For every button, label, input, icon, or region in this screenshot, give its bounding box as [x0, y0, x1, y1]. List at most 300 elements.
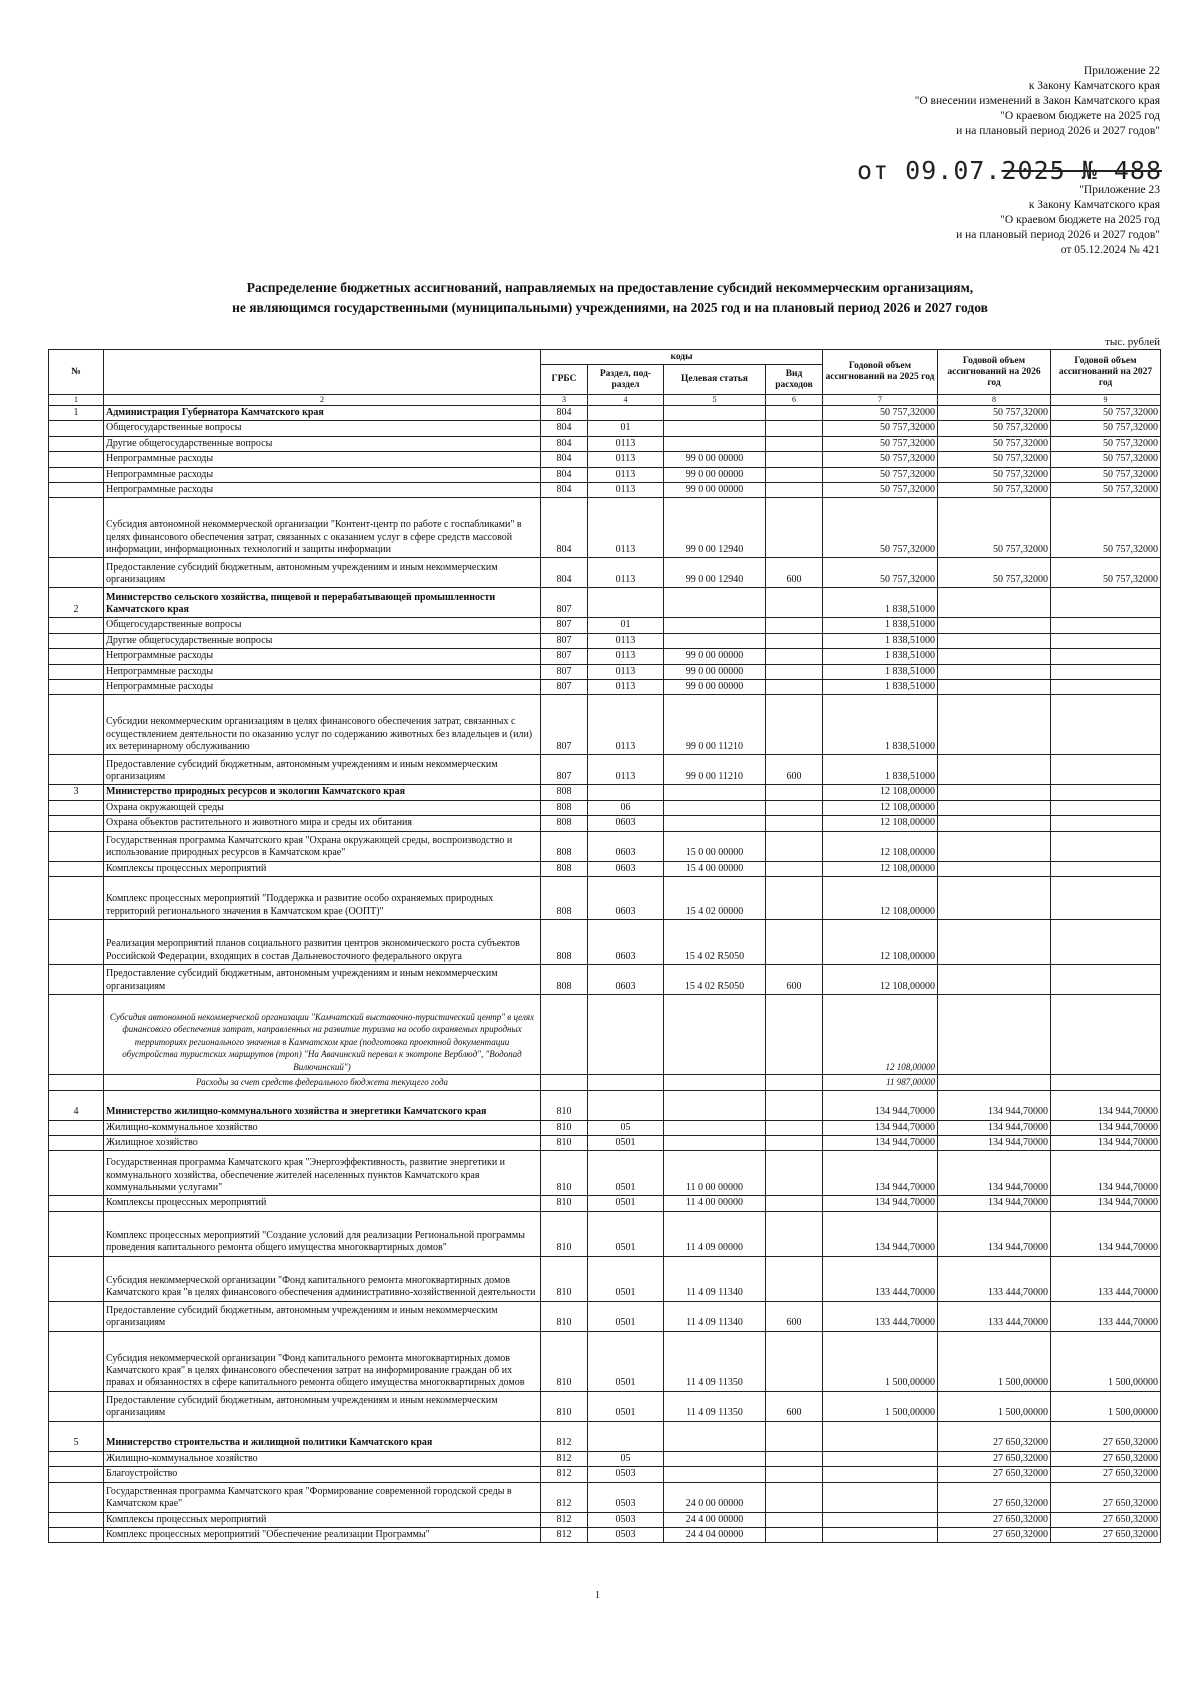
row-amount-2025: 134 944,70000 — [823, 1211, 938, 1256]
row-grbs: 812 — [541, 1421, 588, 1451]
row-expense-type — [766, 680, 823, 695]
appendix-22-line: "О краевом бюджете на 2025 год — [1000, 110, 1160, 122]
row-grbs: 808 — [541, 965, 588, 995]
table-row — [49, 1256, 1161, 1301]
row-amount-2025: 1 500,00000 — [823, 1331, 938, 1391]
row-amount-2027 — [1051, 831, 1161, 861]
row-number — [49, 1151, 104, 1196]
row-expense-type: 600 — [766, 1301, 823, 1331]
col-header-grbs: ГРБС — [541, 365, 588, 395]
row-expense-type — [766, 421, 823, 436]
row-target-article — [664, 588, 766, 618]
row-razdel: 0503 — [588, 1527, 664, 1542]
table-row — [49, 649, 1161, 664]
title-line-2: не являющимся государственными (муниципальными) учреждениями, на 2025 год и на плановый период 2026 и 2027 годов — [232, 300, 988, 315]
col-header-2026: Годовой объем ассигнований на 2026 год — [938, 350, 1051, 395]
appendix-22-line: "О внесении изменений в Закон Камчатского края — [914, 95, 1160, 107]
row-target-article — [664, 1090, 766, 1120]
row-amount-2025: 134 944,70000 — [823, 1135, 938, 1150]
row-name: Другие общегосударственные вопросы — [104, 436, 541, 451]
row-number — [49, 800, 104, 815]
row-amount-2025: 133 444,70000 — [823, 1301, 938, 1331]
row-amount-2025: 1 838,51000 — [823, 680, 938, 695]
row-razdel: 0603 — [588, 816, 664, 831]
row-grbs: 812 — [541, 1527, 588, 1542]
row-target-article: 11 4 09 00000 — [664, 1211, 766, 1256]
row-target-article: 99 0 00 12940 — [664, 558, 766, 588]
table-row — [49, 406, 1161, 421]
row-amount-2025: 134 944,70000 — [823, 1120, 938, 1135]
row-grbs: 810 — [541, 1151, 588, 1196]
row-amount-2025: 50 757,32000 — [823, 452, 938, 467]
row-target-article: 24 4 00 00000 — [664, 1512, 766, 1527]
row-grbs: 808 — [541, 831, 588, 861]
row-target-article: 99 0 00 00000 — [664, 483, 766, 498]
row-grbs: 804 — [541, 436, 588, 451]
table-row — [49, 1196, 1161, 1211]
row-expense-type — [766, 483, 823, 498]
appendix-22-line: и на плановый период 2026 и 2027 годов" — [956, 125, 1160, 137]
row-amount-2027 — [1051, 680, 1161, 695]
row-expense-type — [766, 1421, 823, 1451]
row-expense-type — [766, 1196, 823, 1211]
appendix-23-line: "Приложение 23 — [1079, 184, 1160, 196]
row-name: Субсидия некоммерческой организации "Фонд капитального ремонта многоквартирных домов Камчатского края "в целях финансового обеспечения административно-хозяйственной деятельности — [104, 1256, 541, 1301]
row-target-article: 24 4 04 00000 — [664, 1527, 766, 1542]
table-row — [49, 1482, 1161, 1512]
row-amount-2026 — [938, 877, 1051, 920]
row-target-article: 24 0 00 00000 — [664, 1482, 766, 1512]
row-amount-2027: 1 500,00000 — [1051, 1391, 1161, 1421]
row-amount-2027 — [1051, 695, 1161, 755]
col-number: 3 — [541, 395, 588, 406]
table-row — [49, 755, 1161, 785]
row-name: Общегосударственные вопросы — [104, 421, 541, 436]
row-name: Предоставление субсидий бюджетным, автономным учреждениям и иным некоммерческим организациям — [104, 1301, 541, 1331]
row-grbs: 807 — [541, 680, 588, 695]
row-expense-type — [766, 1451, 823, 1466]
row-grbs: 810 — [541, 1331, 588, 1391]
row-amount-2027 — [1051, 618, 1161, 633]
row-number — [49, 1331, 104, 1391]
row-amount-2026: 50 757,32000 — [938, 498, 1051, 558]
appendix-22-line: Приложение 22 — [1083, 65, 1160, 77]
row-razdel: 0113 — [588, 695, 664, 755]
row-expense-type — [766, 800, 823, 815]
row-razdel: 06 — [588, 800, 664, 815]
row-grbs: 807 — [541, 633, 588, 648]
row-number — [49, 436, 104, 451]
row-number — [49, 920, 104, 965]
col-number: 8 — [938, 395, 1051, 406]
row-amount-2026 — [938, 633, 1051, 648]
row-expense-type — [766, 861, 823, 876]
row-target-article: 15 0 00 00000 — [664, 831, 766, 861]
row-razdel: 0501 — [588, 1135, 664, 1150]
row-amount-2026: 50 757,32000 — [938, 452, 1051, 467]
row-razdel: 0603 — [588, 965, 664, 995]
row-number — [49, 695, 104, 755]
row-amount-2025: 11 987,00000 — [823, 1075, 938, 1090]
appendix-23-line: "О краевом бюджете на 2025 год — [1000, 214, 1160, 226]
row-name: Министерство сельского хозяйства, пищевой и перерабатывающей промышленности Камчатского края — [104, 588, 541, 618]
row-razdel: 0501 — [588, 1151, 664, 1196]
row-number — [49, 1075, 104, 1090]
row-amount-2025: 50 757,32000 — [823, 483, 938, 498]
row-grbs: 810 — [541, 1196, 588, 1211]
row-expense-type — [766, 785, 823, 800]
row-amount-2026: 134 944,70000 — [938, 1120, 1051, 1135]
row-expense-type — [766, 664, 823, 679]
row-amount-2027: 1 500,00000 — [1051, 1331, 1161, 1391]
row-target-article — [664, 1467, 766, 1482]
row-razdel — [588, 406, 664, 421]
table-row — [49, 1120, 1161, 1135]
row-razdel — [588, 995, 664, 1075]
row-target-article: 11 4 09 11350 — [664, 1391, 766, 1421]
row-target-article: 11 4 00 00000 — [664, 1196, 766, 1211]
col-header-target: Целевая статья — [664, 365, 766, 395]
col-header-name — [104, 350, 541, 395]
row-amount-2025: 50 757,32000 — [823, 421, 938, 436]
row-amount-2027 — [1051, 664, 1161, 679]
row-razdel: 0113 — [588, 558, 664, 588]
table-row — [49, 1451, 1161, 1466]
col-number: 5 — [664, 395, 766, 406]
row-number — [49, 1301, 104, 1331]
row-amount-2027: 134 944,70000 — [1051, 1135, 1161, 1150]
row-amount-2027 — [1051, 588, 1161, 618]
row-amount-2026: 134 944,70000 — [938, 1090, 1051, 1120]
row-name: Предоставление субсидий бюджетным, автономным учреждениям и иным некоммерческим организациям — [104, 1391, 541, 1421]
row-amount-2026: 50 757,32000 — [938, 483, 1051, 498]
row-amount-2026: 133 444,70000 — [938, 1256, 1051, 1301]
table-row — [49, 1527, 1161, 1542]
row-amount-2025 — [823, 1512, 938, 1527]
row-target-article — [664, 995, 766, 1075]
row-name: Министерство строительства и жилищной политики Камчатского края — [104, 1421, 541, 1451]
row-amount-2025 — [823, 1527, 938, 1542]
row-grbs: 810 — [541, 1120, 588, 1135]
document-title — [110, 278, 1110, 318]
table-row — [49, 965, 1161, 995]
row-target-article: 99 0 00 11210 — [664, 755, 766, 785]
row-razdel: 0501 — [588, 1391, 664, 1421]
row-number — [49, 1482, 104, 1512]
row-grbs: 810 — [541, 1211, 588, 1256]
row-grbs: 807 — [541, 695, 588, 755]
row-razdel: 0501 — [588, 1196, 664, 1211]
row-amount-2027: 50 757,32000 — [1051, 467, 1161, 482]
row-amount-2027: 134 944,70000 — [1051, 1211, 1161, 1256]
row-number — [49, 755, 104, 785]
row-number — [49, 1196, 104, 1211]
table-row — [49, 816, 1161, 831]
row-amount-2027 — [1051, 755, 1161, 785]
row-name: Комплексы процессных мероприятий — [104, 1512, 541, 1527]
row-amount-2025: 12 108,00000 — [823, 920, 938, 965]
table-row — [49, 861, 1161, 876]
row-number — [49, 421, 104, 436]
row-grbs — [541, 1075, 588, 1090]
row-expense-type — [766, 1256, 823, 1301]
table-row — [49, 618, 1161, 633]
row-amount-2025: 12 108,00000 — [823, 877, 938, 920]
row-grbs: 808 — [541, 920, 588, 965]
row-grbs: 804 — [541, 406, 588, 421]
row-target-article — [664, 1451, 766, 1466]
row-razdel: 0113 — [588, 633, 664, 648]
row-amount-2025: 134 944,70000 — [823, 1196, 938, 1211]
table-row — [49, 633, 1161, 648]
row-number — [49, 1120, 104, 1135]
row-target-article: 11 4 09 11340 — [664, 1256, 766, 1301]
row-name: Охрана объектов растительного и животного мира и среды их обитания — [104, 816, 541, 831]
row-number — [49, 965, 104, 995]
row-grbs: 807 — [541, 649, 588, 664]
row-amount-2027: 134 944,70000 — [1051, 1196, 1161, 1211]
row-amount-2027: 134 944,70000 — [1051, 1090, 1161, 1120]
row-expense-type — [766, 467, 823, 482]
row-razdel: 0503 — [588, 1467, 664, 1482]
row-amount-2025: 12 108,00000 — [823, 861, 938, 876]
row-number — [49, 1391, 104, 1421]
row-name: Благоустройство — [104, 1467, 541, 1482]
row-target-article: 99 0 00 00000 — [664, 649, 766, 664]
row-name: Расходы за счет средств федерального бюджета текущего года — [104, 1075, 541, 1090]
units-label: тыс. рублей — [1105, 336, 1160, 348]
row-expense-type — [766, 1527, 823, 1542]
page-number: 1 — [595, 1590, 600, 1601]
row-number — [49, 877, 104, 920]
row-amount-2025: 1 838,51000 — [823, 755, 938, 785]
row-target-article — [664, 816, 766, 831]
row-amount-2026: 133 444,70000 — [938, 1301, 1051, 1331]
row-amount-2026: 50 757,32000 — [938, 421, 1051, 436]
row-amount-2026 — [938, 831, 1051, 861]
row-expense-type — [766, 633, 823, 648]
row-amount-2027: 27 650,32000 — [1051, 1421, 1161, 1451]
row-amount-2026 — [938, 965, 1051, 995]
row-amount-2027 — [1051, 785, 1161, 800]
row-target-article: 99 0 00 00000 — [664, 452, 766, 467]
col-number: 7 — [823, 395, 938, 406]
row-grbs — [541, 995, 588, 1075]
appendix-23-line: от 05.12.2024 № 421 — [1060, 244, 1160, 256]
row-name: Предоставление субсидий бюджетным, автономным учреждениям и иным некоммерческим организациям — [104, 558, 541, 588]
row-name: Администрация Губернатора Камчатского края — [104, 406, 541, 421]
table-row — [49, 1467, 1161, 1482]
row-expense-type — [766, 1482, 823, 1512]
stamp-date: от 09.07. — [857, 156, 1002, 185]
row-name: Комплексы процессных мероприятий — [104, 861, 541, 876]
row-amount-2025: 1 838,51000 — [823, 649, 938, 664]
appendix-23-line: к Закону Камчатского края — [1028, 199, 1160, 211]
table-row — [49, 831, 1161, 861]
row-amount-2027 — [1051, 800, 1161, 815]
row-grbs: 804 — [541, 421, 588, 436]
row-amount-2025: 134 944,70000 — [823, 1151, 938, 1196]
row-expense-type — [766, 1090, 823, 1120]
row-amount-2027: 133 444,70000 — [1051, 1301, 1161, 1331]
table-row — [49, 1075, 1161, 1090]
row-razdel: 0113 — [588, 436, 664, 451]
row-amount-2026: 50 757,32000 — [938, 406, 1051, 421]
row-name: Общегосударственные вопросы — [104, 618, 541, 633]
row-number — [49, 483, 104, 498]
row-amount-2027: 50 757,32000 — [1051, 406, 1161, 421]
row-amount-2025: 1 838,51000 — [823, 618, 938, 633]
table-row — [49, 1090, 1161, 1120]
row-number — [49, 680, 104, 695]
row-grbs: 807 — [541, 664, 588, 679]
row-name: Жилищно-коммунальное хозяйство — [104, 1451, 541, 1466]
row-grbs: 810 — [541, 1090, 588, 1120]
row-target-article — [664, 421, 766, 436]
row-number — [49, 816, 104, 831]
row-expense-type — [766, 831, 823, 861]
row-amount-2025: 12 108,00000 — [823, 831, 938, 861]
row-number — [49, 452, 104, 467]
row-razdel: 01 — [588, 421, 664, 436]
col-header-expense-type: Вид расходов — [766, 365, 823, 395]
row-grbs: 812 — [541, 1512, 588, 1527]
row-expense-type — [766, 995, 823, 1075]
row-amount-2025: 1 838,51000 — [823, 695, 938, 755]
row-amount-2027 — [1051, 861, 1161, 876]
row-name: Другие общегосударственные вопросы — [104, 633, 541, 648]
row-expense-type: 600 — [766, 1391, 823, 1421]
row-target-article: 99 0 00 00000 — [664, 467, 766, 482]
row-grbs: 804 — [541, 483, 588, 498]
row-amount-2027: 50 757,32000 — [1051, 483, 1161, 498]
row-target-article: 15 4 02 R5050 — [664, 920, 766, 965]
row-amount-2027: 50 757,32000 — [1051, 498, 1161, 558]
appendix-23-header — [956, 183, 1160, 258]
row-name: Непрограммные расходы — [104, 467, 541, 482]
row-amount-2026: 27 650,32000 — [938, 1467, 1051, 1482]
row-razdel — [588, 1421, 664, 1451]
row-razdel: 0113 — [588, 483, 664, 498]
row-amount-2026: 50 757,32000 — [938, 558, 1051, 588]
row-name: Предоставление субсидий бюджетным, автономным учреждениям и иным некоммерческим организациям — [104, 755, 541, 785]
row-amount-2026: 27 650,32000 — [938, 1512, 1051, 1527]
row-target-article: 99 0 00 11210 — [664, 695, 766, 755]
row-name: Субсидии некоммерческим организациям в целях финансового обеспечения затрат, связанных с осуществлением деятельности по оказанию услуг по содержанию животных без владельцев и (или) их ветеринарному обслуживанию — [104, 695, 541, 755]
row-target-article — [664, 618, 766, 633]
row-amount-2026 — [938, 755, 1051, 785]
row-grbs: 804 — [541, 452, 588, 467]
row-razdel: 0501 — [588, 1211, 664, 1256]
row-name: Субсидия автономной некоммерческой организации "Контент-центр по работе с госпабликами" в целях финансового обеспечения затрат, связанных с оказанием услуг в сфере средств массовой информации, информационных технологий и защиты информации — [104, 498, 541, 558]
row-amount-2027: 50 757,32000 — [1051, 421, 1161, 436]
row-number — [49, 1135, 104, 1150]
row-target-article — [664, 436, 766, 451]
row-amount-2025: 50 757,32000 — [823, 406, 938, 421]
row-grbs: 812 — [541, 1451, 588, 1466]
table-row — [49, 1301, 1161, 1331]
col-number: 6 — [766, 395, 823, 406]
row-razdel: 0113 — [588, 664, 664, 679]
row-name: Комплекс процессных мероприятий "Создание условий для реализации Региональной программы проведения капитального ремонта общего имущества многоквартирных домов" — [104, 1211, 541, 1256]
row-target-article: 99 0 00 00000 — [664, 664, 766, 679]
table-row — [49, 1211, 1161, 1256]
row-razdel: 0603 — [588, 877, 664, 920]
row-amount-2027: 134 944,70000 — [1051, 1151, 1161, 1196]
row-amount-2025: 134 944,70000 — [823, 1090, 938, 1120]
row-expense-type: 600 — [766, 558, 823, 588]
row-grbs: 812 — [541, 1482, 588, 1512]
row-razdel: 0113 — [588, 452, 664, 467]
row-name: Субсидия автономной некоммерческой организации "Камчатский выставочно-туристический центр" в целях финансового обеспечения затрат, направленных на развитие туризма на особо охраняемых природных территориях регионального значения в Камчатском крае (подготовка проектной документации обустройства туристских маршрутов (троп) "На Авачинский перевал к экотропе Верблюд", "Водопад Вилючинский") — [104, 995, 541, 1075]
row-expense-type — [766, 877, 823, 920]
row-amount-2026: 134 944,70000 — [938, 1211, 1051, 1256]
row-amount-2027 — [1051, 816, 1161, 831]
row-expense-type — [766, 1211, 823, 1256]
row-expense-type: 600 — [766, 965, 823, 995]
row-razdel: 0503 — [588, 1482, 664, 1512]
row-name: Комплекс процессных мероприятий "Поддержка и развитие особо охраняемых природных территорий регионального значения в Камчатском крае (ООПТ)" — [104, 877, 541, 920]
row-number — [49, 831, 104, 861]
row-amount-2027: 27 650,32000 — [1051, 1467, 1161, 1482]
row-grbs: 807 — [541, 618, 588, 633]
row-number — [49, 1211, 104, 1256]
row-target-article: 15 4 02 R5050 — [664, 965, 766, 995]
table-row — [49, 785, 1161, 800]
row-grbs: 810 — [541, 1391, 588, 1421]
row-name: Непрограммные расходы — [104, 680, 541, 695]
row-number: 5 — [49, 1421, 104, 1451]
row-grbs: 808 — [541, 785, 588, 800]
row-amount-2025: 1 500,00000 — [823, 1391, 938, 1421]
col-header-2025: Годовой объем ассигнований на 2025 год — [823, 350, 938, 395]
row-amount-2025: 133 444,70000 — [823, 1256, 938, 1301]
row-amount-2026 — [938, 664, 1051, 679]
row-amount-2026: 27 650,32000 — [938, 1527, 1051, 1542]
row-number — [49, 1512, 104, 1527]
row-razdel — [588, 785, 664, 800]
row-amount-2026 — [938, 920, 1051, 965]
table-row — [49, 452, 1161, 467]
row-amount-2026: 27 650,32000 — [938, 1421, 1051, 1451]
row-number — [49, 633, 104, 648]
table-row — [49, 995, 1161, 1075]
row-amount-2027: 50 757,32000 — [1051, 452, 1161, 467]
table-row — [49, 588, 1161, 618]
row-expense-type — [766, 649, 823, 664]
row-amount-2026 — [938, 800, 1051, 815]
col-header-razdel: Раздел, под-раздел — [588, 365, 664, 395]
row-razdel: 0603 — [588, 831, 664, 861]
row-grbs: 808 — [541, 816, 588, 831]
row-amount-2025: 50 757,32000 — [823, 558, 938, 588]
row-number — [49, 1527, 104, 1542]
row-amount-2026: 134 944,70000 — [938, 1196, 1051, 1211]
row-amount-2026: 27 650,32000 — [938, 1482, 1051, 1512]
row-number — [49, 1451, 104, 1466]
row-name: Непрограммные расходы — [104, 664, 541, 679]
row-amount-2026: 27 650,32000 — [938, 1451, 1051, 1466]
row-amount-2025: 1 838,51000 — [823, 664, 938, 679]
row-expense-type — [766, 1075, 823, 1090]
row-name: Жилищно-коммунальное хозяйство — [104, 1120, 541, 1135]
row-expense-type — [766, 816, 823, 831]
row-name: Министерство природных ресурсов и экологии Камчатского края — [104, 785, 541, 800]
row-number — [49, 467, 104, 482]
row-expense-type — [766, 1135, 823, 1150]
row-name: Комплексы процессных мероприятий — [104, 1196, 541, 1211]
row-number: 1 — [49, 406, 104, 421]
